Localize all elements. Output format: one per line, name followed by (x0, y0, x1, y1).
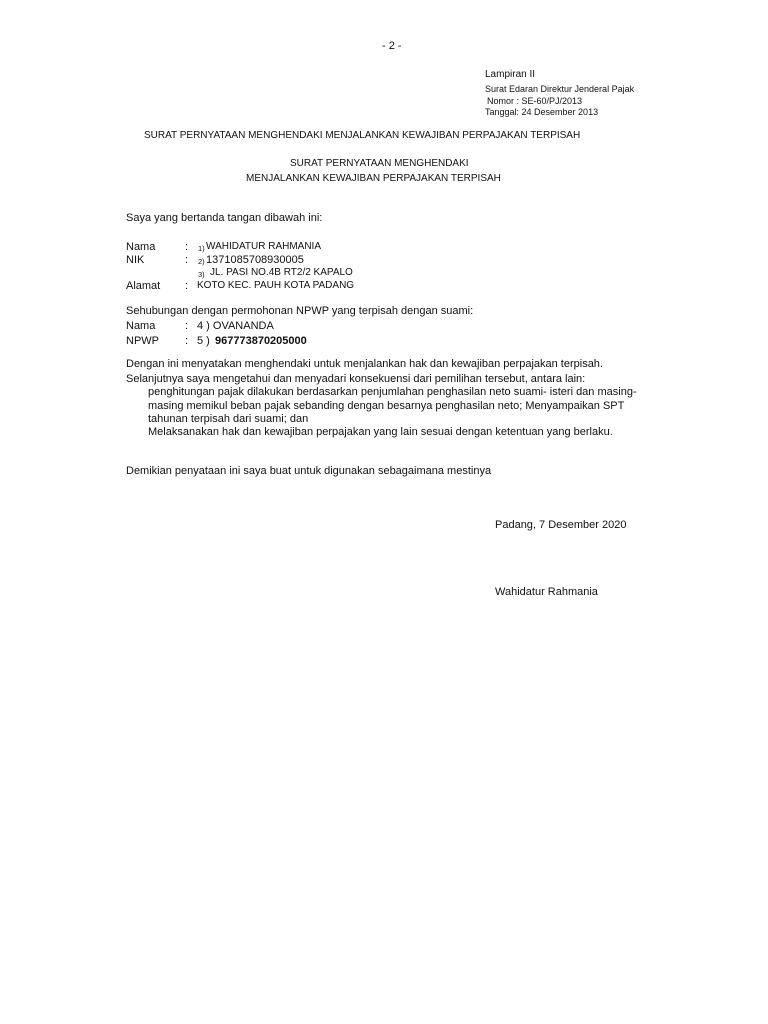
name-marker: 1) (198, 244, 205, 253)
spouse-intro: Sehubungan dengan permohonan NPWP yang terpisah dengan suami: (126, 305, 474, 317)
sub-heading-line2: MENJALANKAN KEWAJIBAN PERPAJAKAN TERPISAH (246, 173, 501, 184)
attachment-number: Nomor : SE-60/PJ/2013 (487, 96, 583, 106)
spouse-name-label: Nama (126, 320, 156, 332)
attachment-date: Tanggal: 24 Desember 2013 (485, 107, 599, 117)
attachment-title: Lampiran II (485, 69, 536, 80)
page-number: - 2 - (382, 40, 402, 52)
spouse-name-value: 4 ) OVANANDA (197, 320, 274, 332)
address-colon: : (185, 280, 189, 292)
intro-text: Saya yang bertanda tangan dibawah ini: (126, 212, 323, 224)
address-line2: KOTO KEC. PAUH KOTA PADANG (197, 280, 355, 291)
nik-marker: 2) (198, 257, 205, 266)
statement-point-a3: tahunan terpisah dari suami; dan (148, 413, 309, 425)
nik-colon: : (185, 254, 189, 266)
sub-heading-line1: SURAT PERNYATAAN MENGHENDAKI (290, 158, 469, 169)
statement-point-a1: penghitungan pajak dilakukan berdasarkan penjumlahan penghasilan neto suami- isteri dan masing- (148, 386, 637, 398)
main-heading: SURAT PERNYATAAN MENGHENDAKI MENJALANKAN KEWAJIBAN PERPAJAKAN TERPISAH (144, 130, 581, 141)
npwp-marker: 5 ) (197, 335, 210, 347)
closing-text: Demikian penyataan ini saya buat untuk digunakan sebagaimana mestinya (126, 465, 492, 477)
address-marker: 3) (198, 270, 205, 279)
spouse-name-colon: : (185, 320, 189, 332)
statement-point-a2: masing memikul beban pajak sebanding dengan besarnya penghasilan neto; Menyampaikan SPT (148, 400, 625, 412)
statement-line1: Dengan ini menyatakan menghendaki untuk menjalankan hak dan kewajiban perpajakan terpisah. (126, 358, 603, 370)
statement-point-b: Melaksanakan hak dan kewajiban perpajakan yang lain sesuai dengan ketentuan yang berlaku. (148, 426, 613, 438)
statement-line2: Selanjutnya saya mengetahui dan menyadari konsekuensi dari pemilihan tersebut, antara lain: (126, 373, 586, 385)
name-label: Nama (126, 241, 156, 253)
nik-label: NIK (126, 254, 145, 266)
place-date: Padang, 7 Desember 2020 (495, 519, 627, 531)
attachment-circular: Surat Edaran Direktur Jenderal Pajak (485, 84, 635, 94)
signatory-name: Wahidatur Rahmania (495, 586, 598, 598)
nik-value: 1371085708930005 (206, 254, 304, 266)
npwp-colon: : (185, 335, 189, 347)
name-colon: : (185, 241, 189, 253)
npwp-label: NPWP (126, 335, 159, 347)
address-line1: JL. PASI NO.4B RT2/2 KAPALO (210, 267, 353, 278)
name-value: WAHIDATUR RAHMANIA (206, 241, 321, 252)
address-label: Alamat (126, 280, 161, 292)
npwp-value: 967773870205000 (215, 335, 307, 347)
